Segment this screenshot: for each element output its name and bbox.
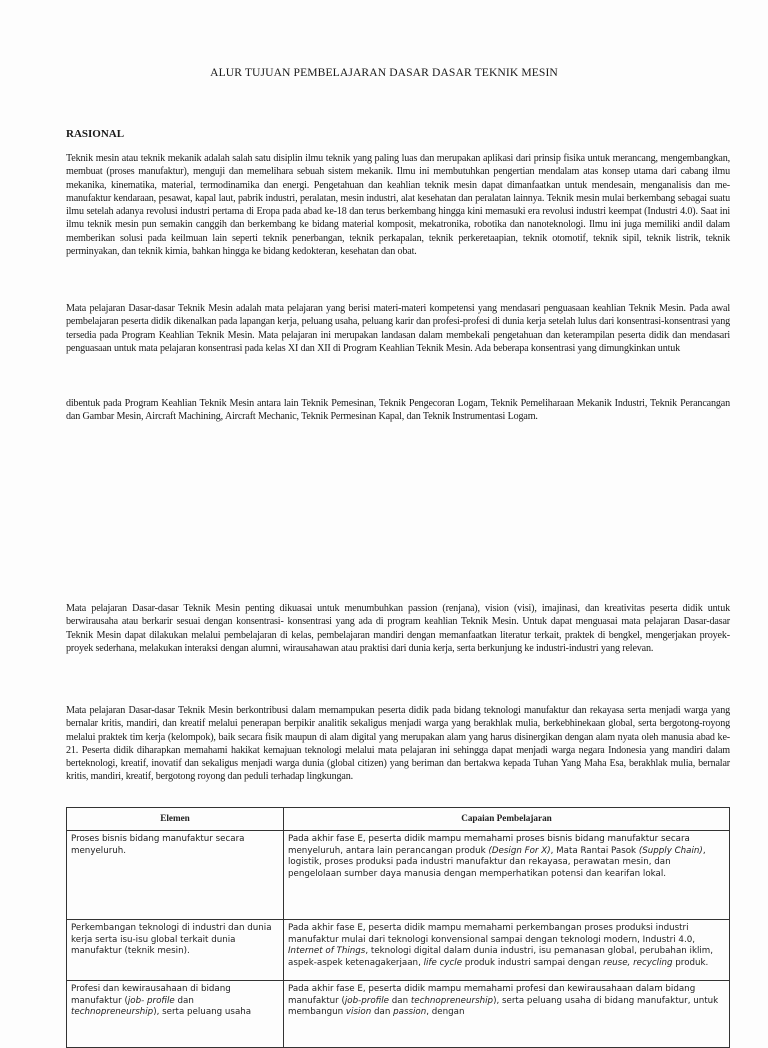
italic-run: reuse, recycling bbox=[603, 957, 673, 968]
italic-run: technopreneurship bbox=[71, 1007, 154, 1017]
header-elemen: Elemen bbox=[67, 808, 284, 831]
text-run: Profesi dan kewirausahaan di bidang manufaktur ( bbox=[71, 984, 231, 1006]
table-row bbox=[67, 920, 730, 981]
cell-elemen bbox=[67, 981, 284, 1048]
italic-run: Internet of Things bbox=[288, 946, 366, 956]
header-capaian: Capaian Pembelajaran bbox=[284, 808, 730, 831]
italic-run: (Design For X) bbox=[488, 845, 551, 856]
cell-elemen: Proses bisnis bidang manufaktur secara menyeluruh. bbox=[67, 831, 284, 920]
italic-run: technopreneurship bbox=[410, 995, 494, 1006]
table-row bbox=[67, 981, 730, 1048]
text-run: Pada akhir fase E, peserta didik mampu memahami proses bisnis bidang manufaktur secara menyeluruh, antara lain perancangan produk bbox=[288, 834, 690, 856]
text-run: dan bbox=[389, 995, 411, 1006]
document-title: ALUR TUJUAN PEMBELAJARAN DASAR DASAR TEKNIK MESIN bbox=[210, 66, 558, 79]
text-run: , Mata Rantai Pasok bbox=[550, 845, 639, 856]
text-run: dan bbox=[371, 1007, 394, 1017]
italic-run: vision bbox=[345, 1007, 372, 1017]
italic-run: (Supply Chain) bbox=[638, 845, 703, 856]
text-run: , logistik, proses produksi pada industri manufaktur dan rekayasa, perawatan mesin, dan pengelolaan sumber daya manusia dengan memperhatikan potensi dan kearifan lokal. bbox=[288, 845, 706, 879]
italic-run: passion bbox=[393, 1007, 427, 1017]
cell-capaian bbox=[284, 981, 730, 1048]
paragraph-3: dibentuk pada Program Keahlian Teknik Mesin antara lain Teknik Pemesinan, Teknik Pengecoran Logam, Teknik Pemeliharaan Mekanik Industri, Teknik Perancangan dan Gambar Mesin, Aircraft Machining, Aircraft Mechanic, Teknik Permesinan Kapal, dan Teknik Instrumentasi Logam. bbox=[66, 398, 730, 423]
italic-run: job-profile bbox=[344, 995, 390, 1006]
text-run: , teknologi digital dalam dunia industri, isu pemanasan global, perubahan iklim, aspek-aspek ketenagakerjaan, bbox=[288, 946, 714, 968]
table-row bbox=[67, 831, 730, 920]
table-header-row bbox=[67, 808, 730, 831]
text-run: produk. bbox=[672, 957, 709, 968]
paragraph-4: Mata pelajaran Dasar-dasar Teknik Mesin penting dikuasai untuk menumbuhkan passion (renjana), vision (visi), imajinasi, dan kreativitas peserta didik untuk berwirausaha atau berkarir sesuai dengan konsentrasi- konsentrasi yang ada di program keahlian Teknik Mesin. Untuk dapat menguasai mata pelajaran Dasar-dasar Teknik Mesin dapat dilakukan melalui pembelajaran di kelas, pembelajaran mandiri dengan memanfaatkan literatur terkait, praktek di bengkel, mengerjakan proyek-proyek sederhana, melakukan interaksi dengan alumni, wirausahawan atau praktisi dari dunia kerja, serta berkunjung ke industri-industri yang relevan. bbox=[66, 603, 730, 654]
paragraph-2: Mata pelajaran Dasar-dasar Teknik Mesin adalah mata pelajaran yang berisi materi-materi kompetensi yang mendasari penguasaan keahlian Teknik Mesin. Pada awal pembelajaran peserta didik dikenalkan pada lapangan kerja, peluang usaha, peluang karir dan profesi-profesi di dunia kerja setelah lulus dari konsentrasi-konsentrasi yang tersedia pada Program Keahlian Teknik Mesin. Mata pelajaran ini merupakan landasan dalam membekali pengetahuan dan keterampilan peserta didik dan mendasari penguasaan untuk mata pelajaran konsentrasi pada kelas XI dan XII di Program Keahlian Teknik Mesin. Ada beberapa konsentrasi yang dimungkinkan untuk bbox=[66, 303, 730, 354]
cell-capaian bbox=[284, 920, 730, 981]
paragraph-5: Mata pelajaran Dasar-dasar Teknik Mesin berkontribusi dalam memampukan peserta didik pada bidang teknologi manufaktur dan rekayasa serta menjadi warga yang bernalar kritis, mandiri, dan kreatif melalui penerapan berpikir analitik sekaligus menjadi warga yang berakhlak mulia, berkebhinekaan global, serta bergotong-royong melalui praktek tim kerja (kelompok), baik secara fisik maupun di alam digital yang merupakan alam yang harus disinergikan dengan alam nyata oleh manusia abad ke-21. Peserta didik diharapkan memahami hakikat kemajuan teknologi melalui mata pelajaran ini sehingga dapat menjadi warga negara Indonesia yang mandiri dalam berteknologi, kreatif, inovatif dan sekaligus menjadi warga dunia (global citizen) yang beriman dan bertakwa kepada Tuhan Yang Maha Esa, berakhlak mulia, bernalar kritis, mandiri, kreatif, bergotong royong dan peduli terhadap lingkungan. bbox=[66, 705, 730, 783]
text-run: produk industri sampai dengan bbox=[462, 957, 604, 968]
section-heading-rasional: RASIONAL bbox=[66, 128, 125, 140]
italic-run: life cycle bbox=[423, 957, 463, 968]
text-run: dan bbox=[174, 995, 194, 1006]
cell-capaian bbox=[284, 831, 730, 920]
cell-elemen: Perkembangan teknologi di industri dan dunia kerja serta isu-isu global terkait dunia manufaktur (teknik mesin). bbox=[67, 920, 284, 981]
capaian-pembelajaran-table bbox=[66, 807, 730, 1048]
italic-run: job- profile bbox=[127, 995, 175, 1006]
text-run: , dengan bbox=[426, 1007, 465, 1017]
text-run: ), serta peluang usaha di bidang manufaktur, untuk membangun bbox=[288, 995, 719, 1017]
text-run: Pada akhir fase E, peserta didik mampu memahami profesi dan kewirausahaan dalam bidang manufaktur ( bbox=[288, 984, 696, 1006]
text-run: ), serta peluang usaha bbox=[153, 1007, 252, 1017]
text-run: Pada akhir fase E, peserta didik mampu memahami perkembangan proses produksi industri manufaktur mulai dari teknologi konvensional sampai dengan teknologi modern, Industri 4.0, bbox=[288, 923, 695, 945]
paragraph-1: Teknik mesin atau teknik mekanik adalah salah satu disiplin ilmu teknik yang paling luas dan merupakan aplikasi dari prinsip fisika untuk merancang, mengembangkan, membuat (proses manufaktur), menguji dan memelihara sebuah sistem mekanik. Ilmu ini membutuhkan pengertian mendalam atas konsep utama dari cabang ilmu mekanika, kinematika, material, termodinamika dan energi. Pengetahuan dan keahlian teknik mesin dapat dimanfaatkan untuk mendesain, menganalisis dan me-manufaktur kendaraan, pesawat, kapal laut, pabrik industri, peralatan, mesin industri, alat kesehatan dan peralatan lainnya. Teknik mesin mulai berkembang sebagai suatu ilmu setelah adanya revolusi industri pertama di Eropa pada abad ke-18 dan terus berkembang hingga kini memasuki era revolusi industri keempat (Industri 4.0). Saat ini ilmu teknik mesin pun semakin canggih dan berkembang ke bidang material komposit, mekatronika, robotika dan nanoteknologi. Ilmu ini juga memiliki andil dalam memberikan solusi pada keilmuan lain seperti teknik penerbangan, teknik perkapalan, teknik perkeretaapian, teknik otomotif, teknik sipil, teknik listrik, teknik perminyakan, dan teknik kimia, bahkan hingga ke bidang kedokteran, kesehatan dan obat. bbox=[66, 153, 730, 258]
